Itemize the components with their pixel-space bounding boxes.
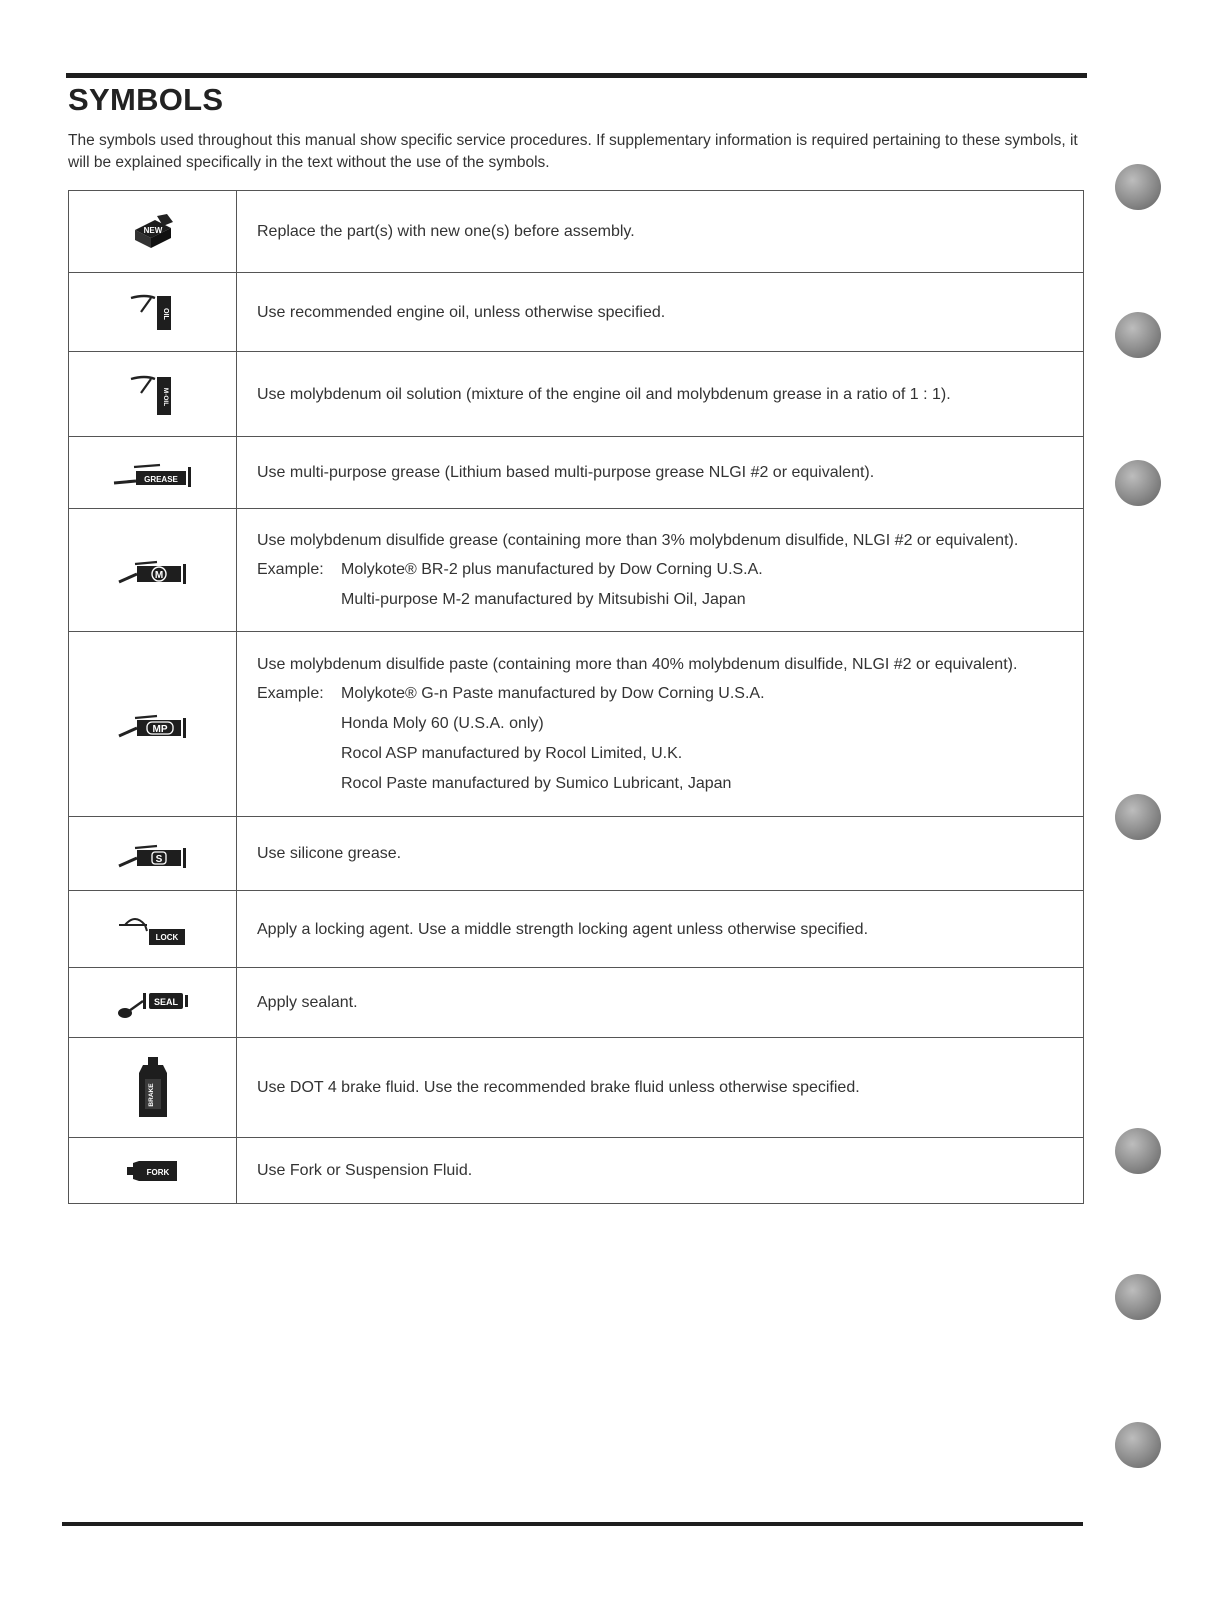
- description-cell: [237, 632, 1084, 817]
- fork-fluid-icon: [125, 1157, 181, 1185]
- example-item: Honda Moly 60 (U.S.A. only): [341, 715, 544, 732]
- svg-text:GREASE: GREASE: [143, 474, 178, 484]
- symbol-description: Use DOT 4 brake fluid. Use the recommended brake fluid unless otherwise specified.: [257, 1079, 860, 1096]
- svg-text:OIL: OIL: [161, 308, 169, 320]
- silicone-grease-icon: [115, 836, 191, 872]
- icon-cell: [69, 968, 237, 1038]
- symbol-description: Replace the part(s) with new one(s) before assembly.: [257, 223, 635, 240]
- description-cell: [237, 273, 1084, 352]
- icon-cell: [69, 509, 237, 632]
- icon-cell: [69, 817, 237, 891]
- grease-gun-icon: [110, 455, 196, 491]
- table-row: [69, 817, 1084, 891]
- icon-cell: [69, 891, 237, 968]
- icon-cell: [69, 1038, 237, 1138]
- binder-tab-dot: [1115, 794, 1161, 840]
- example-line: [257, 683, 1063, 704]
- table-row: [69, 273, 1084, 352]
- binder-tab-dot: [1115, 312, 1161, 358]
- intro-text: The symbols used throughout this manual show specific service procedures. If supplementary information is required pertaining to these symbols, it will be explained specifically in the text without the use of the symbols.: [68, 132, 1078, 171]
- description-cell: [237, 817, 1084, 891]
- icon-cell: [69, 1138, 237, 1204]
- table-row: [69, 191, 1084, 273]
- table-row: [69, 1138, 1084, 1204]
- symbol-description: Use molybdenum oil solution (mixture of the engine oil and molybdenum grease in a ratio of 1 : 1).: [257, 385, 951, 403]
- svg-text:LOCK: LOCK: [155, 933, 178, 942]
- svg-text:SEAL: SEAL: [153, 996, 178, 1007]
- binder-tab-dot: [1115, 1128, 1161, 1174]
- binder-tab-dot: [1115, 460, 1161, 506]
- binder-tab-dot: [1115, 1274, 1161, 1320]
- icon-cell: [69, 191, 237, 273]
- moly-grease-icon: [115, 552, 191, 588]
- locking-agent-icon: [113, 909, 193, 949]
- icon-cell: [69, 352, 237, 437]
- table-row: [69, 1038, 1084, 1138]
- symbol-description: Use molybdenum disulfide paste (containing more than 40% molybdenum disulfide, NLGI #2 or equivalent).: [257, 656, 1018, 673]
- icon-cell: [69, 273, 237, 352]
- symbol-description: Use molybdenum disulfide grease (containing more than 3% molybdenum disulfide, NLGI #2 or equivalent).: [257, 532, 1019, 549]
- svg-text:S: S: [155, 853, 162, 865]
- description-cell: [237, 891, 1084, 968]
- top-rule: [66, 73, 1087, 78]
- symbol-description: Use silicone grease.: [257, 845, 402, 862]
- description-cell: [237, 1038, 1084, 1138]
- example-label: Example:: [257, 685, 324, 702]
- example-item: Molykote® BR-2 plus manufactured by Dow Corning U.S.A.: [341, 561, 763, 578]
- table-row: [69, 437, 1084, 509]
- example-label: Example:: [257, 561, 324, 578]
- icon-cell: [69, 437, 237, 509]
- svg-text:M: M: [154, 570, 163, 581]
- moly-paste-icon: [115, 706, 191, 742]
- symbol-description: Apply a locking agent. Use a middle strength locking agent unless otherwise specified.: [257, 920, 869, 938]
- binder-tab-dot: [1115, 1422, 1161, 1468]
- symbol-description: Use multi-purpose grease (Lithium based multi-purpose grease NLGI #2 or equivalent).: [257, 464, 875, 481]
- table-row: [69, 509, 1084, 632]
- symbol-description: Use recommended engine oil, unless otherwise specified.: [257, 303, 666, 321]
- svg-text:FORK: FORK: [146, 1167, 169, 1177]
- svg-text:M·OIL: M·OIL: [161, 387, 169, 407]
- example-item: Multi-purpose M-2 manufactured by Mitsubishi Oil, Japan: [341, 591, 746, 608]
- symbol-description: Apply sealant.: [257, 994, 358, 1011]
- table-row: [69, 632, 1084, 817]
- description-cell: [237, 968, 1084, 1038]
- description-cell: [237, 1138, 1084, 1204]
- page-title: SYMBOLS: [68, 82, 224, 117]
- binder-tab-dot: [1115, 164, 1161, 210]
- engine-oil-icon: [125, 290, 181, 334]
- symbol-description: Use Fork or Suspension Fluid.: [257, 1162, 473, 1179]
- svg-text:BRAKE: BRAKE: [147, 1082, 155, 1107]
- sealant-icon: [113, 983, 193, 1023]
- icon-cell: [69, 632, 237, 817]
- description-cell: [237, 509, 1084, 632]
- example-item: Rocol Paste manufactured by Sumico Lubricant, Japan: [341, 775, 732, 792]
- description-cell: [237, 437, 1084, 509]
- new-part-icon: [129, 212, 177, 252]
- example-line: [257, 559, 1063, 580]
- svg-text:NEW: NEW: [143, 225, 162, 235]
- brake-fluid-icon: [133, 1055, 173, 1121]
- svg-text:MP: MP: [152, 724, 167, 735]
- bottom-rule: [62, 1522, 1083, 1526]
- table-row: [69, 968, 1084, 1038]
- table-row: [69, 352, 1084, 437]
- example-item: Rocol ASP manufactured by Rocol Limited, U.K.: [341, 745, 683, 762]
- molybdenum-oil-icon: [125, 369, 181, 419]
- table-row: [69, 891, 1084, 968]
- example-item: Molykote® G-n Paste manufactured by Dow Corning U.S.A.: [341, 685, 765, 702]
- description-cell: [237, 352, 1084, 437]
- description-cell: [237, 191, 1084, 273]
- symbols-table: [68, 190, 1084, 1204]
